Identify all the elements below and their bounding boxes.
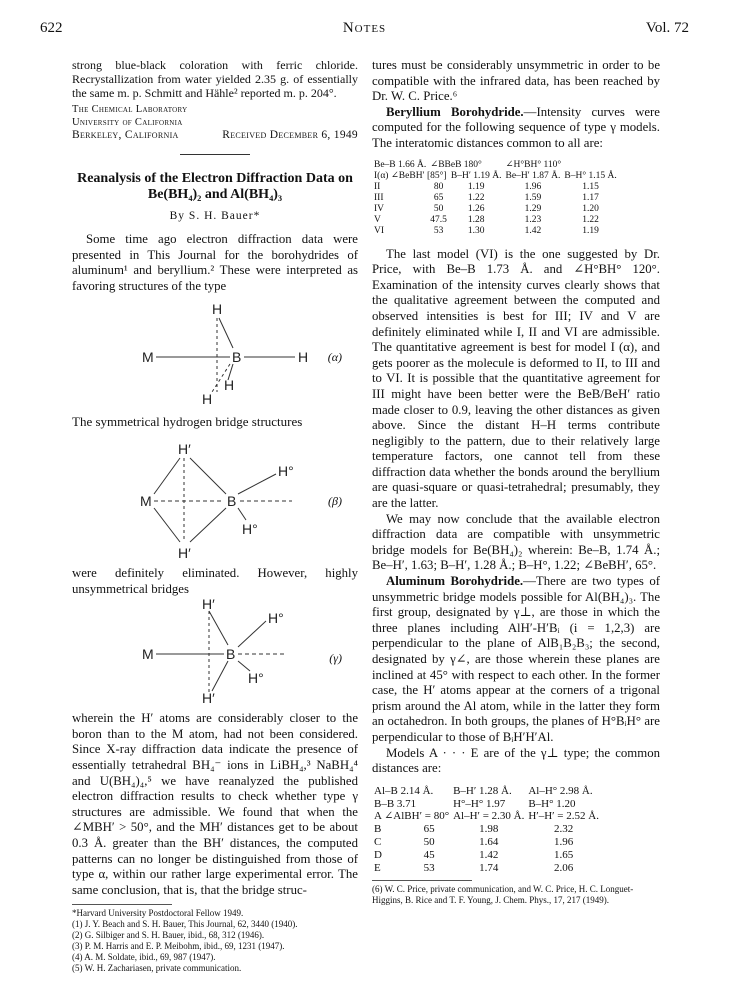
paragraph-text: —Intensity curves were computed for the following sequence of type γ models. The interatomic distances common to all are: [372,104,660,150]
atom-m: M [140,493,152,510]
author-line: By S. H. Bauer* [169,209,261,222]
paragraph: The last model (VI) is the one suggested by Dr. Price, with Be–B 1.73 Å. and ∠H°BH° 120°. Examination of the intensity curves clearly shows that the qualitative agreement between the computed and observed intensities is best for III; IV and V are definitely eliminated while I, II and VI are admissible. The quantitative agreement is best for model I (α), and gets poorer as the molecule is deformed to II, to III and to VI. It is possible that the quantitative agreement for III might have been better were the BeB/BeH′ ratio made closer to 0.9, leaving the other distances as given above. Since the distant H–H terms contribute negligibly to the pattern, due to their relatively large temperature factors, one cannot tell from these diffraction data whether the bonds around the beryllium are quasi-square or quasi-tetrahedral; presumably, they are the latter. [372,246,660,511]
table-cell: B–B 3.71 [374,797,417,810]
table-cell: E [374,861,381,874]
table-cell: III [374,192,384,203]
paragraph-text: —There are two types of unsymmetric bridge models possible for Al(BH₄)₃. The first group, designated by γ⊥, are those in which the three planes including AlH′-H′Bᵢ (i = 1,2,3) are perpendicular to the plane of AlB₁B₂B₃; the second, designated by γ∠, are those wherein these planes are inclined at 45° with respect to each other. In the former case, the H′ atoms appear at the corners of a trigonal prism around the Al atom, while in the latter they form an octahedron. In both groups, the planes of H°BᵢH° are perpendicular to those of BᵢH′H′Al. [372,574,660,744]
table-cell: H°–H° 1.97 [453,797,506,810]
table-cell: 53 [433,225,444,236]
affiliation-line: The Chemical Laboratory [72,104,188,115]
table-cell: 80 [433,181,444,192]
figure-label-beta: (β) [328,494,342,509]
table-cell: 1.22 [467,192,485,203]
table-row [372,810,601,823]
table-cell: B–H′ 1.19 Å. [450,170,502,181]
section-heading: Aluminum Borohydride. [386,574,524,589]
bond-m-h-bottom [154,508,180,542]
table-row [372,785,601,798]
table-cell: H′–H′ = 2.52 Å. [528,810,599,823]
footnotes [72,908,358,974]
atom-h-deg-top: H° [278,463,294,480]
affiliation-line: Berkeley, California [72,129,179,141]
atom-b: B [232,349,242,366]
table-cell: C [374,835,382,848]
figure-gamma [72,597,358,707]
paragraph: tures must be considerably unsymmetric in order to be compatible with the infrared data, has been reached by Dr. W. C. Price.⁶ [372,58,660,104]
table-row [372,823,601,836]
table-cell: 50 [423,835,435,848]
structure-diagram-alpha [72,294,358,412]
atom-h-deg-bottom: H° [242,521,258,538]
footnote: *Harvard University Postdoctoral Fellow 1949. [72,908,244,919]
table-cell: 65 [423,823,435,836]
divider [180,154,250,155]
table-cell: 47.5 [430,214,447,225]
footnote: (2) G. Silbiger and S. H. Bauer, ibid., 68, 312 (1946). [72,930,265,941]
structure-diagram-beta [72,436,358,562]
table-cell: Be–B 1.66 Å. [374,159,427,170]
paragraph: strong blue-black coloration with ferric chloride. Recrystallization from water yielded 2.35 g. of essentially the same m. p. Schmitt and Hähle² reported m. p. 204°. [72,58,358,100]
table-row [372,215,619,226]
table-cell: ∠BBeB 180° [430,159,482,170]
received-date: Received December 6, 1949 [222,129,358,141]
footnote: (1) J. Y. Beach and S. H. Bauer, This Journal, 62, 3440 (1940). [72,919,298,930]
page-number: 622 [40,20,63,36]
atom-h-lower: H [224,377,235,394]
volume-label: Vol. 72 [645,20,689,36]
atom-h: H [298,349,309,366]
table-row [372,182,619,193]
table-cell: 53 [423,861,435,874]
table-row [372,849,601,862]
bond-h-b-top [209,611,228,645]
table-cell: 50 [433,203,444,214]
table-cell: 45 [423,848,435,861]
table-cell: 1.17 [582,192,599,203]
table-cell: B–H° 1.20 [528,797,576,810]
table-cell: 2.06 [554,861,574,874]
section-heading: Beryllium Borohydride. [386,104,524,119]
table-cell: Al–H° 2.98 Å. [528,784,593,797]
table-row [372,836,601,849]
affiliation [72,104,358,142]
table-cell: 1.98 [479,823,499,836]
table-cell: 1.74 [479,861,499,874]
atom-b: B [226,646,236,663]
table-cell: 1.96 [524,181,542,192]
table-cell: 1.19 [467,181,485,192]
table-cell: 1.20 [582,203,599,214]
table-cell: A ∠AlBH′ = 80° [374,810,450,823]
title-line: Be(BH₄)₂ and Al(BH₄)₃ [147,186,283,202]
table-cell: ∠H°BH° 110° [505,159,562,170]
table-cell: 2.32 [554,823,574,836]
title-line: Reanalysis of the Electron Diffraction Data on [77,170,353,186]
paragraph: We may now conclude that the available electron diffraction data are compatible with unsymmetric bridge models for Be(BH₄)₂ wherein: Be–B, 1.74 Å.; Be–H′, 1.63; B–H′, 1.28 Å.; B–H°, 1.22; ∠BeBH′, 65°. [372,511,660,573]
table-row [372,171,619,182]
atom-h-bottom: H [202,391,213,408]
table-row [372,862,601,875]
table-cell: 1.23 [524,214,542,225]
table-cell: 1.96 [554,835,574,848]
table-cell: 1.28 [467,214,485,225]
table-cell: 1.15 [582,181,599,192]
footnote-rule [72,904,172,905]
left-column [72,58,358,974]
figure-label-gamma: (γ) [329,651,342,666]
table-cell: VI [374,225,385,236]
figure-beta [72,436,358,562]
page-header [40,20,689,40]
bond-b-h-deg-lower [238,661,250,671]
figure-caption: The symmetrical hydrogen bridge structures [72,414,303,430]
table-cell: 1.22 [582,214,599,225]
atom-h-prime-bottom: H′ [202,690,215,707]
structure-diagram-gamma [72,597,358,707]
paragraph: Models A · · · E are of the γ⊥ type; the common distances are: [372,745,660,776]
bond-m-h-top [154,458,180,494]
table-cell: II [374,181,381,192]
bond-h-b-bottom [190,508,226,542]
footnote: (5) W. H. Zachariasen, private communication. [72,963,242,974]
table-cell: B–H° 1.15 Å. [564,170,617,181]
table-cell: 1.59 [524,192,542,203]
atom-m: M [142,349,154,366]
table-cell: Al–B 2.14 Å. [374,784,434,797]
bond-b-h-deg [238,474,276,494]
paragraph: Some time ago electron diffraction data were presented in This Journal for the borohydrides of aluminum¹ and beryllium.² These were interpreted as favoring structures of the type [72,232,358,293]
table-cell: V [374,214,381,225]
bond-h-b [219,318,233,348]
table-cell: 1.42 [479,848,499,861]
affiliation-line: University of California [72,116,183,128]
beryllium-models-table [372,160,619,237]
footnote: (4) A. M. Soldate, ibid., 69, 987 (1947). [72,952,216,963]
bond-b-h-bottom [212,661,228,691]
atom-h-prime-top: H′ [202,597,215,613]
table-cell: 65 [433,192,444,203]
article-title [72,171,358,203]
aluminum-models-table [372,785,601,875]
figure-label-alpha: (α) [327,350,342,365]
table-cell: D [374,848,382,861]
atom-b: B [227,493,237,510]
table-cell: Be–H′ 1.87 Å. [505,170,561,181]
bond-h-b-top [190,458,226,494]
table-cell: 1.29 [524,203,542,214]
paragraph [372,574,660,746]
atom-h-prime-top: H′ [178,441,191,458]
table-cell: 1.42 [524,225,542,236]
paragraph: wherein the H′ atoms are considerably closer to the boron than to the M atom, had not been considered. Since X-ray diffraction data indicate the presence of essentially tetrahedral BH₄⁻ ions in LiBH₄,³ NaBH₄⁴ and U(BH₄)₄,⁵ we have reanalyzed the published electron diffraction results to check whether type γ structures are admissible. We found that when the ∠MBH′ > 50°, and the MH′ distances get to be about 0.3 Å. greater than the BH′ distances, the computed patterns can no longer be distinguished from those of type α, within our rather large experimental error. The same conclusion, that is, that the bridge struc- [72,711,358,897]
table-cell: 1.30 [467,225,485,236]
table-cell: Al–H′ = 2.30 Å. [453,810,525,823]
table-cell: 1.65 [554,848,574,861]
table-cell: B–H′ 1.28 Å. [453,784,512,797]
paragraph: were definitely eliminated. However, highly unsymmetrical bridges [72,566,358,596]
figure-alpha [72,294,358,412]
atom-m: M [142,646,154,663]
table-row [372,798,601,811]
table-cell: 1.26 [467,203,485,214]
table-cell: B [374,823,382,836]
footnote: (3) P. M. Harris and E. P. Meibohm, ibid., 69, 1231 (1947). [72,941,285,952]
bond-b-h-deg-lower [238,508,246,520]
atom-h-deg-top: H° [268,610,284,627]
atom-h-top: H [212,301,223,318]
footnote-rule [372,880,472,881]
atom-h-prime-bottom: H′ [178,545,191,562]
atom-h-deg-bottom: H° [248,670,264,687]
paragraph [372,105,660,152]
table-row [372,160,619,171]
bond-b-h-deg [238,621,266,647]
table-cell: 1.64 [479,835,499,848]
running-head: Notes [342,20,387,36]
table-cell: IV [374,203,385,214]
table-cell: I(α) ∠BeBH′ [85°] [374,170,447,181]
table-row [372,204,619,215]
table-cell: 1.19 [582,225,599,236]
table-row [372,193,619,204]
footnote: (6) W. C. Price, private communication, and W. C. Price, H. C. Longuet-Higgins, B. Rice and T. F. Young, J. Chem. Phys., 17, 217 (1949). [372,884,634,906]
right-column [372,58,660,906]
table-row [372,226,619,237]
